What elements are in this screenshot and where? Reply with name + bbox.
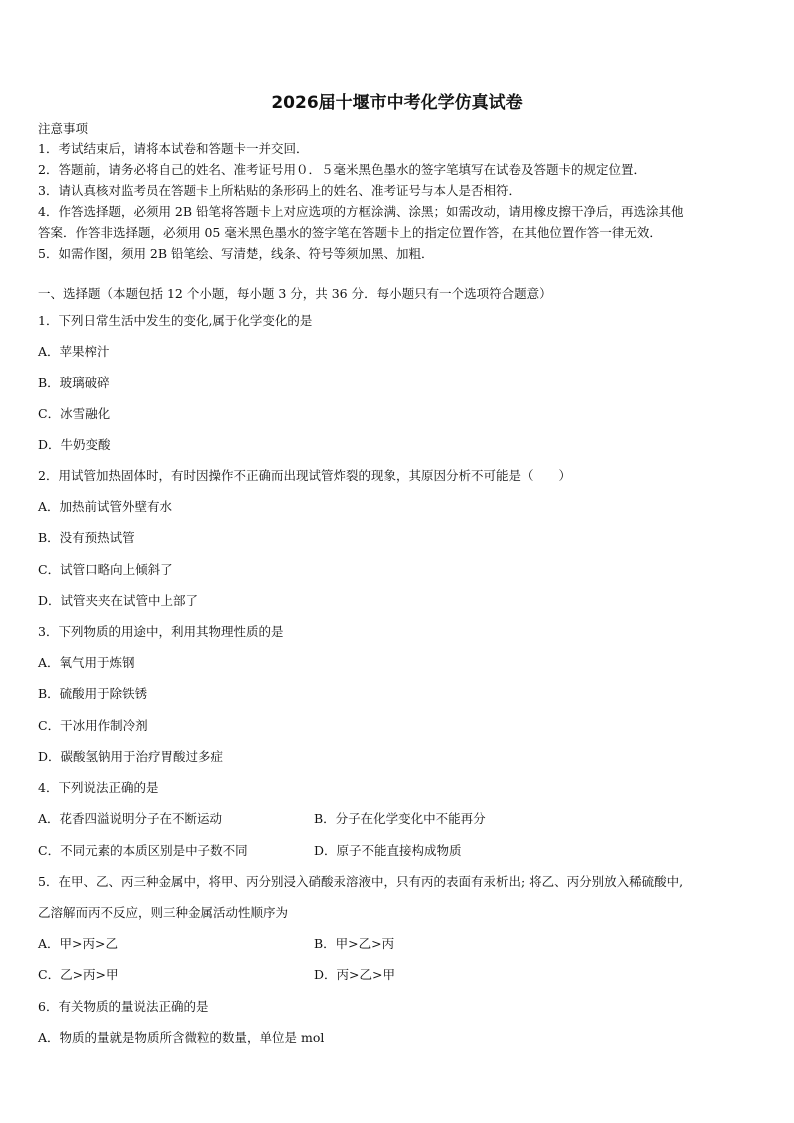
option-c: C．乙>丙>甲 xyxy=(38,967,119,982)
question-stem: 4．下列说法正确的是 xyxy=(38,780,159,795)
option-a: A．花香四溢说明分子在不断运动 xyxy=(38,811,223,826)
option-b: B．甲>乙>丙 xyxy=(314,936,395,951)
note-item: 2．答题前，请务必将自己的姓名、准考证号用０．５毫米黑色墨水的签字笔填写在试卷及答题卡的规定位置． xyxy=(38,162,646,177)
option-b: B．分子在化学变化中不能再分 xyxy=(314,811,486,826)
option-b: B．硫酸用于除铁锈 xyxy=(38,686,148,701)
option-d: D．原子不能直接构成物质 xyxy=(314,843,462,858)
option-a: A．苹果榨汁 xyxy=(38,344,110,359)
question-stem: 2．用试管加热固体时，有时因操作不正确而出现试管炸裂的现象，其原因分析不可能是（ ） xyxy=(38,468,571,483)
option-c: C．不同元素的本质区别是中子数不同 xyxy=(38,843,248,858)
option-d: D．丙>乙>甲 xyxy=(314,967,395,982)
option-d: D．碳酸氢钠用于治疗胃酸过多症 xyxy=(38,749,224,764)
note-item: 3．请认真核对监考员在答题卡上所粘贴的条形码上的姓名、准考证号与本人是否相符． xyxy=(38,183,521,198)
option-a: A．物质的量就是物质所含微粒的数量，单位是 mol xyxy=(38,1030,325,1045)
option-a: A．甲>丙>乙 xyxy=(38,936,118,951)
option-a: A．氧气用于炼钢 xyxy=(38,655,135,670)
notes-heading: 注意事项 xyxy=(38,121,89,136)
question-stem: 1．下列日常生活中发生的变化,属于化学变化的是 xyxy=(38,313,313,328)
note-item: 1．考试结束后，请将本试卷和答题卡一并交回． xyxy=(38,141,309,156)
question-stem: 3．下列物质的用途中，利用其物理性质的是 xyxy=(38,624,284,639)
question-stem: 6．有关物质的量说法正确的是 xyxy=(38,999,209,1014)
option-b: B．没有预热试管 xyxy=(38,530,135,545)
note-item: 5．如需作图，须用 2B 铅笔绘、写清楚，线条、符号等须加黑、加粗． xyxy=(38,246,434,261)
question-stem-continued: 乙溶解而丙不反应，则三种金属活动性顺序为 xyxy=(38,905,289,920)
option-c: C．干冰用作制冷剂 xyxy=(38,718,148,733)
option-c: C．冰雪融化 xyxy=(38,406,111,421)
option-b: B．玻璃破碎 xyxy=(38,375,110,390)
option-d: D．试管夹夹在试管中上部了 xyxy=(38,593,199,608)
section-header: 一、选择题（本题包括 12 个小题，每小题 3 分，共 36 分．每小题只有一个选项符合题意） xyxy=(38,286,552,301)
option-c: C．试管口略向上倾斜了 xyxy=(38,562,173,577)
option-d: D．牛奶变酸 xyxy=(38,437,111,452)
note-item: 答案．作答非选择题，必须用 05 毫米黑色墨水的签字笔在答题卡上的指定位置作答，在其他位置作答一律无效． xyxy=(38,225,662,240)
exam-title: 2026届十堰市中考化学仿真试卷 xyxy=(271,93,523,113)
note-item: 4．作答选择题，必须用 2B 铅笔将答题卡上对应选项的方框涂满、涂黑；如需改动，请用橡皮擦干净后，再选涂其他 xyxy=(38,204,684,219)
option-a: A．加热前试管外壁有水 xyxy=(38,499,173,514)
question-stem: 5．在甲、乙、丙三种金属中，将甲、丙分别浸入硝酸汞溶液中，只有丙的表面有汞析出; 将乙、丙分别放入稀硫酸中, xyxy=(38,874,684,889)
